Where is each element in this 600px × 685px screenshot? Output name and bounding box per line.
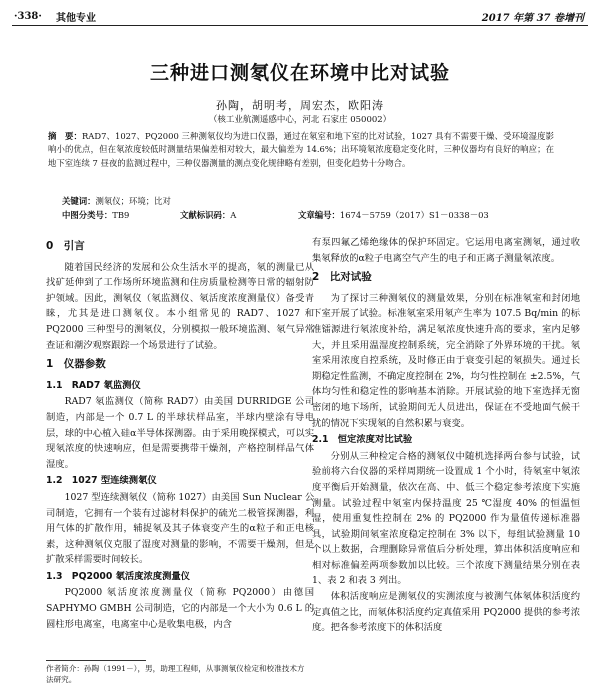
keywords-label: 关键词： bbox=[62, 196, 96, 206]
section1-1-paragraph: RAD7 氡监测仪（简称 RAD7）由美国 DURRIDGE 公司制造，内部是一个 0.7 L 的半球状样品室，半球内壁涂有导电层，球的中心植入硅α半导体探测器。由于采用晚探模式，可以实现氡浓度的快速响应，但是需要携带干燥剂，产格控制样品气体湿度。 bbox=[46, 396, 314, 470]
issue-info: 2017 年第 37 卷增刊 bbox=[481, 12, 584, 24]
author-footnote: 作者简介：孙陶（1991－），男，助理工程师，从事测氡仪检定和校准技术方法研究。 bbox=[46, 664, 305, 684]
clc-label: 中图分类号： bbox=[62, 210, 113, 220]
affiliation: （核工业航测遥感中心，河北 石家庄 050002） bbox=[208, 115, 392, 125]
section2-1-paragraph-2: 体积活度响应是测氡仪的实测浓度与被测气体氡体积活度约定真值之比，而氡体积活度约定真值采用 PQ2000 提供的参考浓度。把各参考浓度下的体积活度 bbox=[312, 591, 580, 634]
paper-title: 三种进口测氡仪在环境中比对试验 bbox=[149, 62, 450, 84]
clc-value: TB9 bbox=[112, 210, 130, 220]
authors: 孙陶，胡明考，周宏杰，欧阳涛 bbox=[216, 99, 384, 112]
footnote-rule bbox=[46, 660, 146, 661]
article-value: 1674－5759（2017）S1－0338－03 bbox=[339, 210, 489, 220]
left-column bbox=[46, 235, 314, 632]
article-label: 文章编号： bbox=[298, 210, 340, 220]
running-header bbox=[14, 8, 584, 24]
section2-1-paragraph: 分别从三种检定合格的测氡仪中随机选择两台参与试验，试验前将六台仪器的采样周期统一设置成 1 个小时，待氡室中氡浓度平衡后开始测量，依次在高、中、低三个稳定参考浓度下实施测量。试验过程中氡室内保持温度 25 ℃湿度 40% 的恒温恒湿，使用重复性控制在 2% 的 PQ2000 作为量值传递标准器具，试验期间氡室浓度稳定控制在 3% 以下，每组试验测量 10 个以上数据，合理删除异常值后分析处理，算出体积活度响应和相对标准偏差两项参数加以比较。三个浓度下测量结果分别在表 1、表 2 和表 3 列出。 bbox=[312, 450, 580, 587]
section2-paragraph: 为了探讨三种测氡仪的测量效果，分别在标准氡室和封闭地下室开展了试验。标准氡室采用氡产生率为 107.5 Bq/min 的标准镭源进行氡浓度补给，满足氡浓度快速升高的要求，室内足够大，并且采用温湿度控制系统，完全消除了外界环境的干扰。氡室采用浓度自控系统，及时修正由于衰变引起的氡损失。通过长期稳定性监测，不确定度控制在 2%，均匀性控制在 ±2.5%，气体均匀性和稳定性的影响基本消除。开展试验的地下室选择无窗密闭的地下场所，试验期间无人员进出，保证在不受地面气候干扰的情况下实现氡的自然积累与衰变。 bbox=[312, 292, 580, 429]
abstract-label: 摘 要： bbox=[48, 131, 82, 141]
classification-line bbox=[62, 209, 542, 222]
section1-3-paragraph: PQ2000 氡活度浓度测量仪（简称 PQ2000）由德国 SAPHYMO GMBH 公司制造，它的内部是一个大小为 0.6 L 的圆柱形电离室，电离室中心是收集电极，内含 bbox=[46, 587, 314, 630]
section1-1-heading: 1.1 RAD7 氡监测仪 bbox=[46, 379, 141, 391]
continued-paragraph: 有泵四氟乙烯绝缘体的保护环固定。它运用电离室测氡，通过收集氡释放的α粒子电离空气产生的电子和正离子测量氡浓度。 bbox=[312, 237, 580, 264]
intro-paragraph: 随着国民经济的发展和公众生活水平的提高，氡的测量已从找矿延伸到了工作场所环境监测和住房质量检测等日常的辐射防护领域。因此，测氡仪（氡监测仪、氡活度浓度测量仪）备受青睐，尤其是进口测氡仪。本小组常见的 RAD7、1027 和 PQ2000 三种型号的测氡仪，分别模拟一般环境监测、氡气异常查证和潮汐观察跟踪一个场景进行了试验。 bbox=[46, 261, 314, 351]
section1-3-heading: 1.3 PQ2000 氡活度浓度测量仪 bbox=[46, 570, 190, 582]
keywords bbox=[62, 195, 171, 207]
keywords-text: 测氡仪；环境；比对 bbox=[95, 196, 171, 206]
doc-value: A bbox=[230, 210, 237, 220]
section1-heading: 1 仪器参数 bbox=[46, 358, 106, 371]
header-rule bbox=[12, 25, 588, 26]
section2-1-heading: 2.1 恒定浓度对比试验 bbox=[312, 434, 413, 446]
abstract bbox=[48, 130, 554, 170]
page-number: ·338· bbox=[14, 10, 42, 22]
abstract-text: RAD7、1027、PQ2000 三种测氡仪均为进口仪器，通过在氡室和地下室的比对试验，1027 具有不需要干燥、受环境湿度影响小的优点，但在氡浓度较低时测量结果偏差相对较大，最大偏差为 14.6%；出环境氡浓度稳定变化时，三种仪器均有良好的响应；在地下室连续 7 昼夜的监测过程中，三种仪器测量的测点变化规律略有差别，但变化趋势十分吻合。 bbox=[48, 131, 554, 168]
right-column bbox=[312, 235, 580, 636]
section1-2-paragraph: 1027 型连续测氡仪（简称 1027）由美国 Sun Nuclear 公司制造，它拥有一个装有过滤材料保护的硫光二极管探测器，利用气体的扩散作用，辅捉氡及其子体衰变产生的α粒子和正电核素，这种测氡仪克服了湿度对测量的影响，不需要干燥剂，但是扩散采样需要时间较长。 bbox=[46, 491, 314, 566]
intro-heading: 0 引言 bbox=[46, 240, 85, 252]
section1-2-heading: 1.2 1027 型连续测氡仪 bbox=[46, 475, 157, 487]
doc-label: 文献标识码： bbox=[180, 210, 231, 220]
section-name: 其他专业 bbox=[56, 12, 96, 24]
section2-heading: 2 比对试验 bbox=[312, 271, 372, 284]
